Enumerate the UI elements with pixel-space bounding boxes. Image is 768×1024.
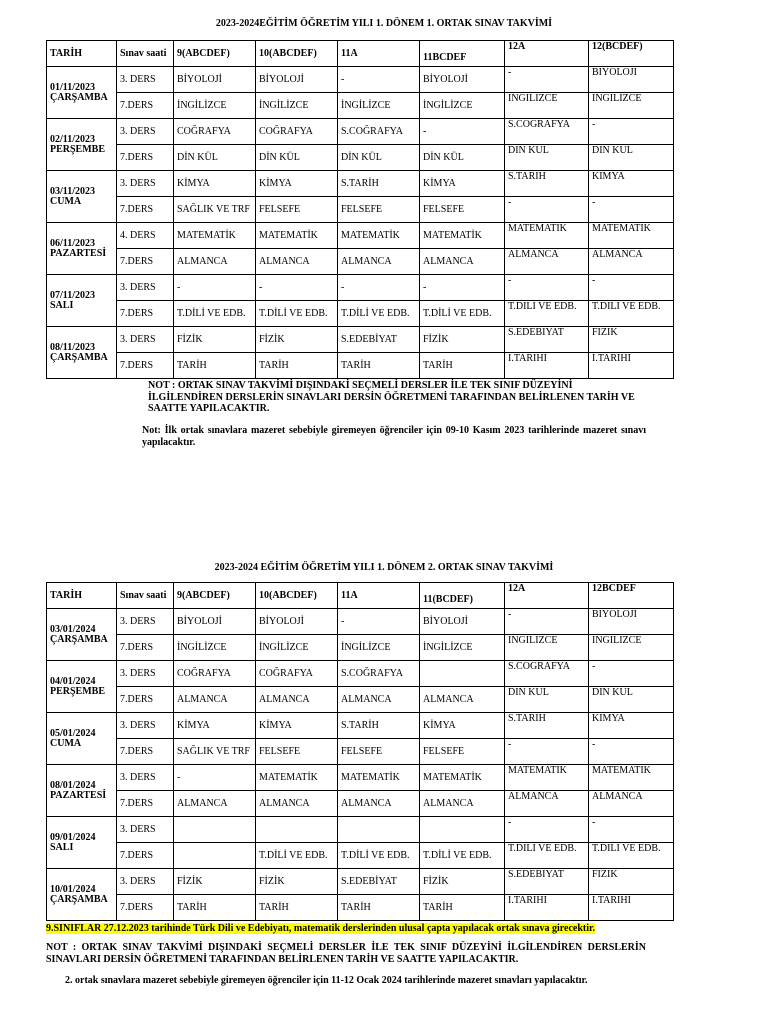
subject-cell: FİZİK — [420, 327, 505, 353]
exam-period: 3. DERS — [117, 869, 174, 895]
subject-cell: TARİH — [256, 353, 338, 379]
subject-cell: FIZIK — [589, 869, 674, 895]
exam-period: 7.DERS — [117, 635, 174, 661]
subject-cell: - — [420, 275, 505, 301]
header-9: 9(ABCDEF) — [174, 583, 256, 609]
header-12a: 12A — [505, 583, 589, 609]
subject-cell: ALMANCA — [256, 791, 338, 817]
subject-cell: INGILIZCE — [589, 93, 674, 119]
exam-period: 7.DERS — [117, 301, 174, 327]
subject-cell: T.DİLİ VE EDB. — [338, 301, 420, 327]
subject-cell: - — [174, 765, 256, 791]
subject-cell: İNGİLİZCE — [420, 93, 505, 119]
exam-weekday: PERŞEMBE — [50, 685, 106, 697]
subject-cell: TARİH — [256, 895, 338, 921]
subject-cell: S.TARIH — [505, 171, 589, 197]
subject-cell: - — [589, 197, 674, 223]
subject-cell: S.COĞRAFYA — [338, 661, 420, 687]
subject-cell: MATEMATİK — [420, 223, 505, 249]
date-cell — [47, 609, 117, 661]
subject-cell: BIYOLOJI — [589, 609, 674, 635]
exam-period: 3. DERS — [117, 765, 174, 791]
subject-cell: KİMYA — [174, 171, 256, 197]
subject-cell: KIMYA — [589, 713, 674, 739]
exam-weekday: CUMA — [50, 195, 82, 207]
header-9: 9(ABCDEF) — [174, 41, 256, 67]
header-date: TARİH — [47, 583, 117, 609]
header-time: Sınav saati — [117, 583, 174, 609]
date-cell — [47, 275, 117, 327]
header-11a: 11A — [338, 41, 420, 67]
header-11a: 11A — [338, 583, 420, 609]
subject-cell: MATEMATİK — [174, 223, 256, 249]
subject-cell: DIN KUL — [589, 687, 674, 713]
subject-cell: MATEMATIK — [589, 765, 674, 791]
table-row — [47, 739, 674, 765]
subject-cell: TARİH — [174, 353, 256, 379]
subject-cell: MATEMATIK — [589, 223, 674, 249]
subject-cell: S.TARİH — [338, 171, 420, 197]
subject-cell: BİYOLOJİ — [256, 67, 338, 93]
date-cell — [47, 67, 117, 119]
table-row — [47, 67, 674, 93]
subject-cell — [420, 661, 505, 687]
subject-cell: - — [505, 197, 589, 223]
exam-date: 03/11/2023 — [50, 185, 96, 197]
exam-period: 4. DERS — [117, 223, 174, 249]
subject-cell: S.COĞRAFYA — [338, 119, 420, 145]
exam-period: 3. DERS — [117, 609, 174, 635]
header-time: Sınav saati — [117, 41, 174, 67]
term2-table-body — [47, 609, 674, 921]
subject-cell: İNGİLİZCE — [338, 93, 420, 119]
subject-cell: S.TARIH — [505, 713, 589, 739]
subject-cell: I.TARIHI — [505, 895, 589, 921]
subject-cell: ALMANCA — [420, 687, 505, 713]
subject-cell: T.DİLİ VE EDB. — [256, 301, 338, 327]
subject-cell: DİN KÜL — [256, 145, 338, 171]
exam-period: 7.DERS — [117, 197, 174, 223]
subject-cell: INGILIZCE — [505, 635, 589, 661]
header-10: 10(ABCDEF) — [256, 41, 338, 67]
exam-period: 3. DERS — [117, 119, 174, 145]
exam-period: 3. DERS — [117, 67, 174, 93]
table-row — [47, 817, 674, 843]
subject-cell: MATEMATİK — [420, 765, 505, 791]
subject-cell: - — [420, 119, 505, 145]
subject-cell: KİMYA — [256, 171, 338, 197]
subject-cell: DIN KUL — [505, 145, 589, 171]
subject-cell: KİMYA — [420, 713, 505, 739]
term1-title: 2023-2024EĞİTİM ÖĞRETİM YILI 1. DÖNEM 1. ORTAK SINAV TAKVİMİ — [215, 18, 553, 29]
subject-cell: DIN KUL — [505, 687, 589, 713]
subject-cell — [174, 843, 256, 869]
exam-weekday: ÇARŞAMBA — [50, 893, 108, 905]
term2-note-elective: NOT : ORTAK SINAV TAKVİMİ DIŞINDAKİ SEÇMELİ DERSLER İLE TEK SINIF DÜZEYİNİ İLGİLENDİREN DERSLERİN SINAVLARI DERSİN ÖĞRETMENİ TARAFINDAN BELİRLENEN TARİH VE SAATTE YAPILACAKTIR. — [46, 942, 646, 965]
subject-cell: TARİH — [420, 895, 505, 921]
subject-cell: İNGİLİZCE — [420, 635, 505, 661]
exam-period: 7.DERS — [117, 353, 174, 379]
subject-cell: T.DİLİ VE EDB. — [420, 843, 505, 869]
subject-cell: SAĞLIK VE TRF — [174, 197, 256, 223]
date-cell — [47, 713, 117, 765]
table-row — [47, 895, 674, 921]
header-11bcdef: 11BCDEF — [420, 41, 505, 67]
exam-date: 03/01/2024 — [50, 623, 96, 635]
subject-cell: - — [589, 661, 674, 687]
subject-cell: DİN KÜL — [338, 145, 420, 171]
table-header-row — [47, 41, 674, 67]
subject-cell: MATEMATIK — [505, 765, 589, 791]
table-row — [47, 223, 674, 249]
subject-cell: - — [256, 275, 338, 301]
subject-cell: T.DILI VE EDB. — [589, 843, 674, 869]
date-cell — [47, 119, 117, 171]
subject-cell: MATEMATIK — [505, 223, 589, 249]
term1-note-makeup: Not: İlk ortak sınavlara mazeret sebebiyle giremeyen öğrenciler için 09-10 Kasım 2023 tarihlerinde mazeret sınavı yapılacaktır. — [142, 425, 646, 448]
subject-cell: S.EDEBIYAT — [505, 327, 589, 353]
subject-cell: ALMANCA — [338, 791, 420, 817]
subject-cell: SAĞLIK VE TRF — [174, 739, 256, 765]
subject-cell: - — [338, 609, 420, 635]
subject-cell: - — [505, 609, 589, 635]
exam-period: 7.DERS — [117, 895, 174, 921]
exam-date: 05/01/2024 — [50, 727, 96, 739]
subject-cell: - — [505, 67, 589, 93]
exam-date: 06/11/2023 — [50, 237, 96, 249]
subject-cell: DİN KÜL — [420, 145, 505, 171]
subject-cell: COĞRAFYA — [174, 661, 256, 687]
subject-cell: ALMANCA — [256, 687, 338, 713]
table-row — [47, 197, 674, 223]
subject-cell: - — [338, 67, 420, 93]
subject-cell: COĞRAFYA — [256, 119, 338, 145]
header-12bcdef: 12BCDEF — [589, 583, 674, 609]
exam-period: 7.DERS — [117, 93, 174, 119]
exam-date: 10/01/2024 — [50, 883, 96, 895]
term2-schedule-table — [46, 582, 674, 921]
subject-cell: MATEMATİK — [338, 223, 420, 249]
subject-cell: BIYOLOJI — [589, 67, 674, 93]
subject-cell: - — [589, 817, 674, 843]
subject-cell: - — [505, 817, 589, 843]
exam-weekday: SALI — [50, 841, 74, 853]
subject-cell: I.TARIHI — [589, 353, 674, 379]
subject-cell: ALMANCA — [505, 249, 589, 275]
subject-cell: BİYOLOJİ — [256, 609, 338, 635]
subject-cell: BİYOLOJİ — [174, 67, 256, 93]
exam-weekday: CUMA — [50, 737, 82, 749]
subject-cell: ALMANCA — [256, 249, 338, 275]
date-cell — [47, 171, 117, 223]
exam-period: 3. DERS — [117, 713, 174, 739]
subject-cell: - — [589, 119, 674, 145]
date-cell — [47, 869, 117, 921]
subject-cell: INGILIZCE — [505, 93, 589, 119]
exam-weekday: ÇARŞAMBA — [50, 633, 108, 645]
subject-cell: BİYOLOJİ — [174, 609, 256, 635]
subject-cell: ALMANCA — [174, 687, 256, 713]
table-row — [47, 119, 674, 145]
term2-note-makeup: 2. ortak sınavlara mazeret sebebiyle giremeyen öğrenciler için 11-12 Ocak 2024 tarihlerinde mazeret sınavları yapılacaktır. — [65, 975, 588, 986]
subject-cell — [174, 817, 256, 843]
date-cell — [47, 223, 117, 275]
table-row — [47, 353, 674, 379]
exam-period: 3. DERS — [117, 275, 174, 301]
subject-cell: S.COGRAFYA — [505, 119, 589, 145]
subject-cell: TARİH — [338, 353, 420, 379]
subject-cell: ALMANCA — [420, 249, 505, 275]
subject-cell: FİZİK — [256, 869, 338, 895]
exam-weekday: PAZARTESİ — [50, 789, 107, 801]
table-row — [47, 327, 674, 353]
exam-period: 7.DERS — [117, 249, 174, 275]
subject-cell: FİZİK — [420, 869, 505, 895]
subject-cell: - — [338, 275, 420, 301]
subject-cell: T.DILI VE EDB. — [505, 843, 589, 869]
exam-date: 09/01/2024 — [50, 831, 96, 843]
subject-cell: T.DİLİ VE EDB. — [174, 301, 256, 327]
subject-cell: İNGİLİZCE — [256, 635, 338, 661]
subject-cell: S.TARİH — [338, 713, 420, 739]
subject-cell: MATEMATİK — [338, 765, 420, 791]
exam-weekday: ÇARŞAMBA — [50, 91, 108, 103]
table-row — [47, 93, 674, 119]
date-cell — [47, 661, 117, 713]
subject-cell: KIMYA — [589, 171, 674, 197]
table-row — [47, 249, 674, 275]
subject-cell — [420, 817, 505, 843]
table-row — [47, 713, 674, 739]
subject-cell: FIZIK — [589, 327, 674, 353]
subject-cell: ALMANCA — [174, 791, 256, 817]
subject-cell: FELSEFE — [420, 739, 505, 765]
subject-cell: İNGİLİZCE — [338, 635, 420, 661]
subject-cell: - — [589, 275, 674, 301]
subject-cell: ALMANCA — [420, 791, 505, 817]
subject-cell: T.DİLİ VE EDB. — [338, 843, 420, 869]
subject-cell: S.EDEBİYAT — [338, 869, 420, 895]
subject-cell: T.DİLİ VE EDB. — [420, 301, 505, 327]
subject-cell: FİZİK — [256, 327, 338, 353]
subject-cell: ALMANCA — [589, 791, 674, 817]
subject-cell: FİZİK — [174, 327, 256, 353]
exam-period: 3. DERS — [117, 327, 174, 353]
subject-cell: FİZİK — [174, 869, 256, 895]
subject-cell: FELSEFE — [420, 197, 505, 223]
subject-cell: KİMYA — [174, 713, 256, 739]
subject-cell: INGILIZCE — [589, 635, 674, 661]
exam-weekday: PERŞEMBE — [50, 143, 106, 155]
exam-weekday: ÇARŞAMBA — [50, 351, 108, 363]
term2-highlight-note — [46, 923, 726, 935]
subject-cell: ALMANCA — [338, 687, 420, 713]
subject-cell: I.TARIHI — [505, 353, 589, 379]
subject-cell: DİN KÜL — [174, 145, 256, 171]
term2-title: 2023-2024 EĞİTİM ÖĞRETİM YILI 1. DÖNEM 2. ORTAK SINAV TAKVİMİ — [214, 562, 554, 573]
subject-cell: S.EDEBIYAT — [505, 869, 589, 895]
subject-cell: S.COGRAFYA — [505, 661, 589, 687]
subject-cell: - — [174, 275, 256, 301]
subject-cell: ALMANCA — [174, 249, 256, 275]
term1-schedule-table — [46, 40, 674, 379]
subject-cell: TARİH — [420, 353, 505, 379]
subject-cell: ALMANCA — [589, 249, 674, 275]
header-10: 10(ABCDEF) — [256, 583, 338, 609]
subject-cell: KİMYA — [420, 171, 505, 197]
subject-cell: KİMYA — [256, 713, 338, 739]
subject-cell: COĞRAFYA — [256, 661, 338, 687]
subject-cell: - — [505, 739, 589, 765]
table-header-row — [47, 583, 674, 609]
exam-period: 7.DERS — [117, 687, 174, 713]
subject-cell — [256, 817, 338, 843]
exam-weekday: PAZARTESİ — [50, 247, 107, 259]
exam-weekday: SALI — [50, 299, 74, 311]
subject-cell: S.EDEBİYAT — [338, 327, 420, 353]
subject-cell: FELSEFE — [338, 197, 420, 223]
exam-period: 7.DERS — [117, 791, 174, 817]
highlighted-text: 9.SINIFLAR 27.12.2023 tarihinde Türk Dili ve Edebiyatı, matematik derslerinden ulusal çapta yapılacak ortak sınava girecektir. — [46, 923, 596, 934]
table-row — [47, 843, 674, 869]
table-row — [47, 275, 674, 301]
table-row — [47, 661, 674, 687]
subject-cell: T.DILI VE EDB. — [589, 301, 674, 327]
exam-period: 7.DERS — [117, 739, 174, 765]
header-11bcdef: 11(BCDEF) — [420, 583, 505, 609]
subject-cell: - — [505, 275, 589, 301]
exam-date: 08/01/2024 — [50, 779, 96, 791]
exam-date: 04/01/2024 — [50, 675, 96, 687]
subject-cell: İNGİLİZCE — [174, 635, 256, 661]
subject-cell: TARİH — [174, 895, 256, 921]
table-row — [47, 171, 674, 197]
exam-date: 08/11/2023 — [50, 341, 96, 353]
exam-period: 7.DERS — [117, 145, 174, 171]
subject-cell: TARİH — [338, 895, 420, 921]
subject-cell: T.DILI VE EDB. — [505, 301, 589, 327]
subject-cell: - — [589, 739, 674, 765]
date-cell — [47, 817, 117, 869]
exam-period: 3. DERS — [117, 817, 174, 843]
header-12bcdef: 12(BCDEF) — [589, 41, 674, 67]
subject-cell: FELSEFE — [256, 197, 338, 223]
subject-cell: ALMANCA — [338, 249, 420, 275]
exam-period: 3. DERS — [117, 171, 174, 197]
table-row — [47, 145, 674, 171]
term1-table-body — [47, 67, 674, 379]
subject-cell: FELSEFE — [338, 739, 420, 765]
term1-note-elective: NOT : ORTAK SINAV TAKVİMİ DIŞINDAKİ SEÇMELİ DERSLER İLE TEK SINIF DÜZEYİNİ İLGİLENDİREN DERSLERİN SINAVLARI DERSİN ÖĞRETMENİ TARAFINDAN BELİRLENEN TARİH VE SAATTE YAPILACAKTIR. — [148, 380, 635, 414]
subject-cell: ALMANCA — [505, 791, 589, 817]
header-date: TARİH — [47, 41, 117, 67]
subject-cell: İNGİLİZCE — [174, 93, 256, 119]
subject-cell: BİYOLOJİ — [420, 609, 505, 635]
subject-cell: MATEMATİK — [256, 765, 338, 791]
table-row — [47, 869, 674, 895]
exam-period: 3. DERS — [117, 661, 174, 687]
table-row — [47, 791, 674, 817]
table-row — [47, 635, 674, 661]
exam-date: 01/11/2023 — [50, 81, 96, 93]
subject-cell — [338, 817, 420, 843]
subject-cell: COĞRAFYA — [174, 119, 256, 145]
subject-cell: FELSEFE — [256, 739, 338, 765]
exam-period: 7.DERS — [117, 843, 174, 869]
subject-cell: BİYOLOJİ — [420, 67, 505, 93]
table-row — [47, 301, 674, 327]
subject-cell: T.DİLİ VE EDB. — [256, 843, 338, 869]
header-12a: 12A — [505, 41, 589, 67]
date-cell — [47, 327, 117, 379]
exam-date: 02/11/2023 — [50, 133, 96, 145]
date-cell — [47, 765, 117, 817]
exam-date: 07/11/2023 — [50, 289, 96, 301]
subject-cell: I.TARIHI — [589, 895, 674, 921]
table-row — [47, 687, 674, 713]
subject-cell: DIN KUL — [589, 145, 674, 171]
table-row — [47, 609, 674, 635]
table-row — [47, 765, 674, 791]
subject-cell: MATEMATİK — [256, 223, 338, 249]
subject-cell: İNGİLİZCE — [256, 93, 338, 119]
